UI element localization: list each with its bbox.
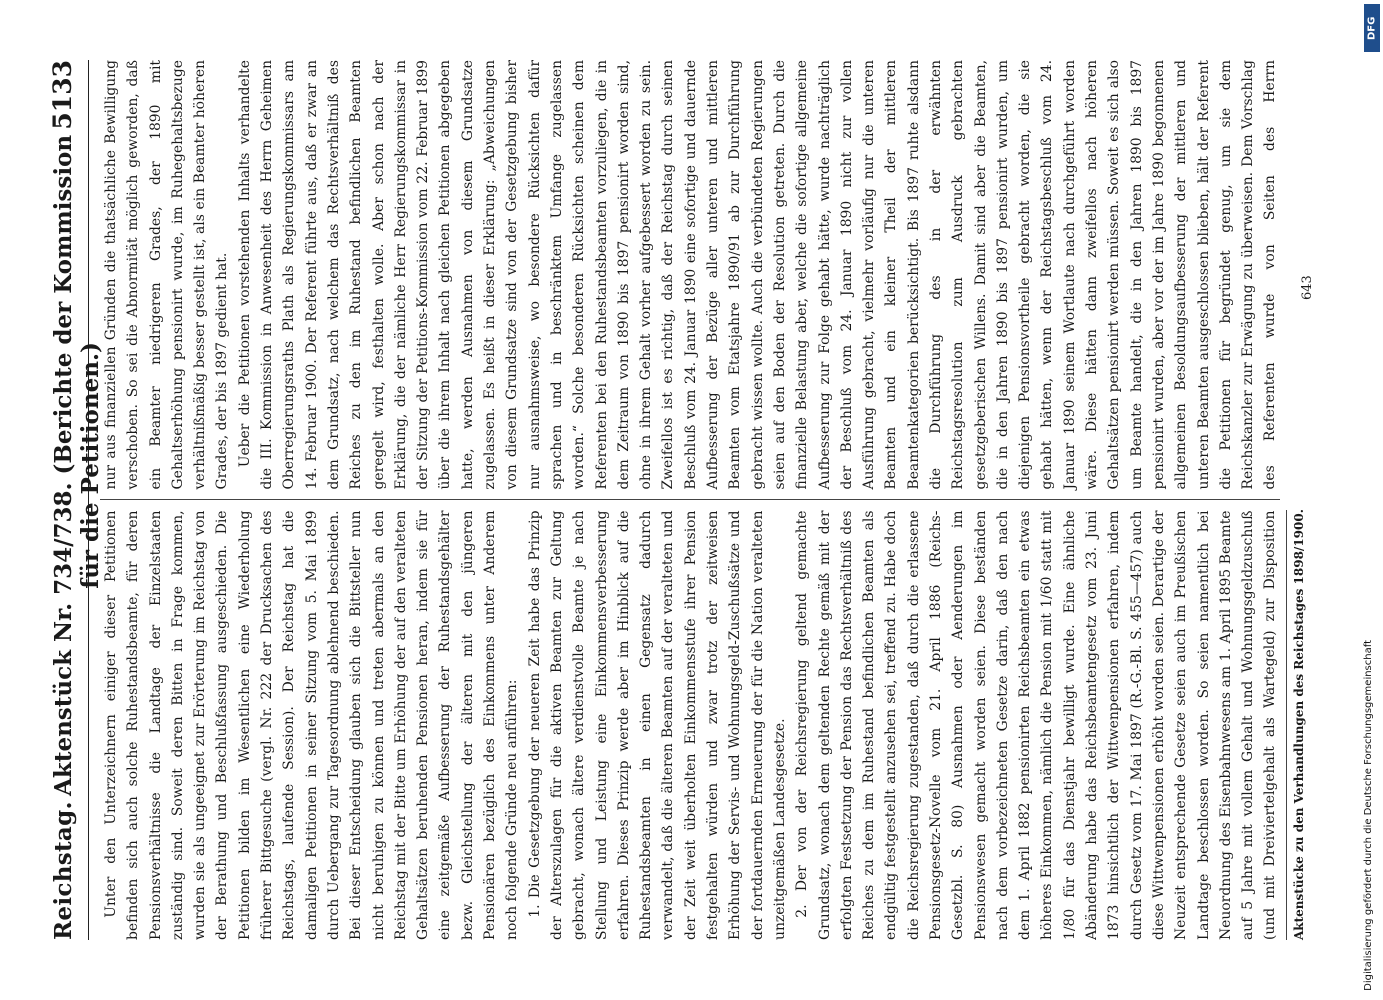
dfg-sidebar (1361, 0, 1383, 1000)
text-columns (100, 60, 1280, 940)
footer-page-number: 643 (1300, 275, 1315, 300)
header-reichstag: Reichstag. (50, 801, 77, 940)
paragraph: Ueber die Petitionen vorstehenden Inhalts verhandelte die III. Kommission in Anwesenheit des Herrn Geheimen Oberregierungsraths Plath als Regierungskommissars am 14. Februar 1900. Der Referent führte aus, daß er zwar an dem Grundsatz, nach welchem das Rechtsverhältniß des Reiches zu den im Ruhestand befindlichen Beamten geregelt wird, festhalten wolle. Aber schon nach der Erklärung, die der nämliche Herr Regierungskommissar in der Sitzung der Petitions-Kommission vom 22. Februar 1899 über die ihrem Inhalt nach gleichen Petitionen abgegeben hatte, werden Ausnahmen von diesem Grundsatze zugelassen. Es heißt in dieser Erklärung: „Abweichungen von diesem Grundsatze sind von der Gesetzgebung bisher nur ausnahmsweise, wo besondere Rücksichten dafür sprachen und in beschränktem Umfange zugelassen worden.“ Solche besonderen Rücksichten scheinen dem Referenten bei den Ruhestandsbeamten vorzuliegen, die in dem Zeitraum von 1890 bis 1897 pensionirt worden sind, ohne in ihrem Gehalt vorher aufgebessert worden zu sein. Zweifellos ist es richtig, daß der Reichstag durch seinen Beschluß vom 24. Januar 1890 eine sofortige und dauernde Aufbesserung der Bezüge aller unteren und mittleren Beamten vom Etatsjahre 1890/91 ab zur Durchführung gebracht wissen wollte. Auch die verbündeten Regierungen seien auf den Boden der Resolution getreten. Durch die finanzielle Belastung aber, welche die sofortige allgemeine Aufbesserung zur Folge gehabt hätte, wurde nachträglich der Beschluß vom 24. Januar 1890 nicht zur vollen Ausführung gebracht, vielmehr vorläufig nur die unteren Beamten und ein kleiner Theil der mittleren Beamtenkategorien berücksichtigt. Bis 1897 ruhte alsdann die Durchführung des in der erwähnten Reichstagsresolution zum Ausdruck gebrachten gesetzgeberischen Willens. Damit sind aber die Beamten, die in den Jahren 1890 bis 1897 pensionirt wurden, um diejenigen Pensionsvortheile gebracht worden, die sie gehabt hätten, wenn der Reichstagsbeschluß vom 24. Januar 1890 seinem Wortlaute nach durchgeführt worden wäre. Diese hätten dann zweifellos nach höheren Gehaltsätzen pensionirt werden müssen. Soweit es sich also um Beamte handelt, die in den Jahren 1890 bis 1897 pensionirt wurden, aber vor der im Jahre 1890 begonnenen allgemeinen Besoldungsaufbesserung der mittleren und unteren Beamten ausgeschlossen blieben, hält der Referent die Petitionen für begründet genug, um sie dem Reichskanzler zur Erwägung zu überweisen. Dem Vorschlag des Referenten wurde von Seiten des Herrn (236, 60, 1279, 490)
page-header (48, 60, 104, 940)
page-number: 5133 (48, 60, 77, 130)
dfg-logo: DFG (1364, 4, 1380, 52)
header-aktenstueck: Aktenstück Nr. 734/738. (50, 482, 77, 796)
paragraph: nur aus finanziellen Gründen die thatsächliche Bewilligung verschoben. So sei die Abnormität möglich geworden, daß ein Beamter niedrigeren Grades, der 1890 mit Gehaltserhöhung pensionirt wurde, im Ruhegehaltsbezuge verhältnißmäßig besser gestellt ist, als ein Beamter höheren Grades, der bis 1897 gedient hat. (103, 60, 231, 490)
paragraph: Unter den Unterzeichnern einiger dieser Petitionen befinden sich auch solche Ruhestandsbeamte, für deren Pensionsverhältnisse die Landtage der Einzelstaaten zuständig sind. Soweit deren Bitten in Frage kommen, wurden sie als ungeeignet zur Erörterung im Reichstag von der Berathung und Beschlußfassung ausgeschieden. Die Petitionen bilden im Wesentlichen eine Wiederholung früherer Bittgesuche (vergl. Nr. 222 der Drucksachen des Reichstags, laufende Session). Der Reichstag hat die damaligen Petitionen in seiner Sitzung vom 5. Mai 1899 durch Uebergang zur Tagesordnung ablehnend beschieden. Bei dieser Entscheidung glauben sich die Bittsteller nun nicht beruhigen zu können und treten abermals an den Reichstag mit der Bitte um Erhöhung der auf den veralteten Gehaltsätzen beruhenden Pensionen heran, indem sie für eine zeitgemäße Aufbesserung der Ruhestandsgehälter bezw. Gleichstellung der älteren mit den jüngeren Pensionären bezüglich des Einkommens unter Anderem noch folgende Gründe neu anführen: (103, 510, 521, 940)
paragraph: 1. Die Gesetzgebung der neueren Zeit habe das Prinzip der Alterszulagen für die aktiven Beamten zur Geltung gebracht, wonach ältere verdienstvolle Beamte je nach Stellung und Leistung eine Einkommensverbesserung erfahren. Dieses Prinzip werde aber im Hinblick auf die Ruhestandsbeamten in einen Gegensatz dadurch verwandelt, daß die älteren Beamten auf der veralteten und der Zeit weit überholten Einkommensstufe ihrer Pension festgehalten würden und zwar trotz der zeitweisen Erhöhung der Servis- und Wohnungsgeld-Zuschußsätze und der fortdauernden Erneuerung der für die Nation veralteten unzeitgemäßen Landesgesetze. (526, 510, 788, 940)
paragraph: 2. Der von der Reichsregierung geltend gemachte Grundsatz, wonach dem geltenden Rechte gemäß mit der erfolgten Festsetzung der Pension das Rechtsverhältniß des Reiches zu dem im Ruhestand befindlichen Beamten als endgültig festgestellt anzusehen sei, treffend zu. Habe doch die Reichsregierung zugestanden, daß durch die erlassene Pensionsgesetz-Novelle vom 21. April 1886 (Reichs-Gesetzbl. S. 80) Ausnahmen oder Aenderungen im Pensionswesen gemacht worden seien. Diese beständen nach dem vorbezeichneten Gesetze darin, daß den nach dem 1. April 1882 pensionirten Reichsbeamten ein etwas höheres Einkommen, nämlich die Pension mit 1/60 statt mit 1/80 für das Dienstjahr bewilligt wurde. Eine ähnliche Abänderung habe das Reichsbeamtengesetz vom 23. Juni 1873 hinsichtlich der Wittwenpensionen erfahren, indem durch Gesetz vom 17. Mai 1897 (R.-G.-Bl. S. 455—457) auch diese Wittwenpensionen erhöht worden seien. Derartige der Neuzeit entsprechende Gesetze seien auch im Preußischen Landtage beschlossen worden. So seien namentlich bei Neuordnung des Eisenbahnwesens am 1. April 1895 Beamte auf 5 Jahre mit vollem Gehalt und Wohnungsgeldzuschuß (und mit Dreiviertelgehalt als Wartegeld) zur Disposition (794, 510, 1279, 940)
right-column (100, 60, 1280, 501)
footer-note: Aktenstücke zu den Verhandlungen des Reichstages 1898/1900. (1292, 509, 1306, 940)
left-column (100, 501, 1280, 941)
footer-divider (1286, 510, 1287, 940)
header-commission-title: (Berichte der Kommission für die Petitionen.) (50, 134, 104, 589)
digitization-credit: Digitalisierung gefördert durch die Deutsche Forschungsgemeinschaft (1363, 640, 1374, 991)
header-document-number (50, 130, 104, 802)
